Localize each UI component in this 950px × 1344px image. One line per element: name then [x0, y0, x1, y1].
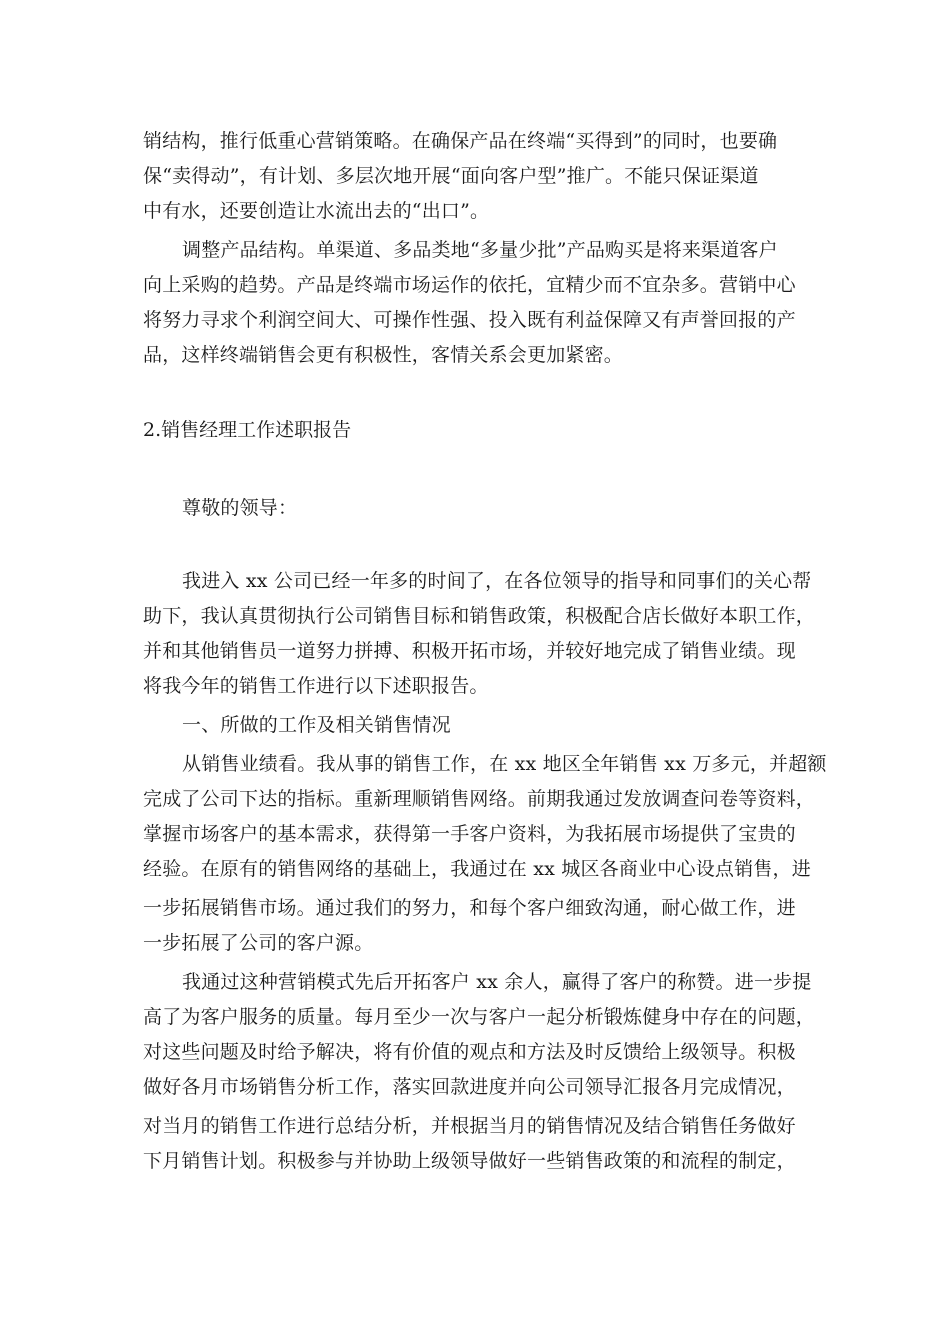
paragraph-line: 一步拓展了公司的客户源。 [143, 932, 374, 954]
paragraph-line: 从销售业绩看。我从事的销售工作，在 xx 地区全年销售 xx 万多元，并超额 [182, 753, 827, 775]
paragraph-line: 一步拓展销售市场。通过我们的努力，和每个客户细致沟通，耐心做工作，进 [143, 897, 796, 919]
paragraph-line: 调整产品结构。单渠道、多品类地“多量少批”产品购买是将来渠道客户 [182, 239, 778, 261]
paragraph-line: 对当月的销售工作进行总结分析，并根据当月的销售情况及结合销售任务做好 [143, 1115, 796, 1137]
salutation: 尊敬的领导： [182, 497, 298, 519]
paragraph-line: 完成了公司下达的指标。重新理顺销售网络。前期我通过发放调查问卷等资料， [143, 788, 816, 810]
paragraph-line: 并和其他销售员一道努力拼搏、积极开拓市场，并较好地完成了销售业绩。现 [143, 640, 796, 662]
paragraph-line: 经验。在原有的销售网络的基础上，我通过在 xx 城区各商业中心设点销售，进 [143, 858, 811, 880]
subheading: 一、所做的工作及相关销售情况 [182, 714, 451, 736]
paragraph-line: 做好各月市场销售分析工作，落实回款进度并向公司领导汇报各月完成情况， [143, 1076, 796, 1098]
section-title: 2.销售经理工作述职报告 [143, 419, 352, 441]
paragraph-line: 将我今年的销售工作进行以下述职报告。 [143, 675, 489, 697]
paragraph-line: 助下，我认真贯彻执行公司销售目标和销售政策，积极配合店长做好本职工作， [143, 605, 816, 627]
paragraph-line: 品，这样终端销售会更有积极性，客情关系会更加紧密。 [143, 344, 624, 366]
paragraph-line: 我通过这种营销模式先后开拓客户 xx 余人，赢得了客户的称赞。进一步提 [182, 971, 812, 993]
paragraph-line: 销结构，推行低重心营销策略。在确保产品在终端“买得到”的同时，也要确 [143, 130, 778, 152]
paragraph-line: 保“卖得动”，有计划、多层次地开展“面向客户型”推广。不能只保证渠道 [143, 165, 759, 187]
paragraph-line: 对这些问题及时给予解决，将有价值的观点和方法及时反馈给上级领导。积极 [143, 1041, 796, 1063]
paragraph-line: 我进入 xx 公司已经一年多的时间了，在各位领导的指导和同事们的关心帮 [182, 570, 812, 592]
paragraph-line: 将努力寻求个利润空间大、可操作性强、投入既有利益保障又有声誉回报的产 [143, 309, 796, 331]
paragraph-line: 掌握市场客户的基本需求，获得第一手客户资料，为我拓展市场提供了宝贵的 [143, 823, 796, 845]
paragraph-line: 高了为客户服务的质量。每月至少一次与客户一起分析锻炼健身中存在的问题， [143, 1006, 816, 1028]
paragraph-line: 中有水，还要创造让水流出去的“出口”。 [143, 200, 490, 222]
paragraph-line: 下月销售计划。积极参与并协助上级领导做好一些销售政策的和流程的制定， [143, 1150, 796, 1172]
paragraph-line: 向上采购的趋势。产品是终端市场运作的依托，宜精少而不宜杂多。营销中心 [143, 274, 796, 296]
